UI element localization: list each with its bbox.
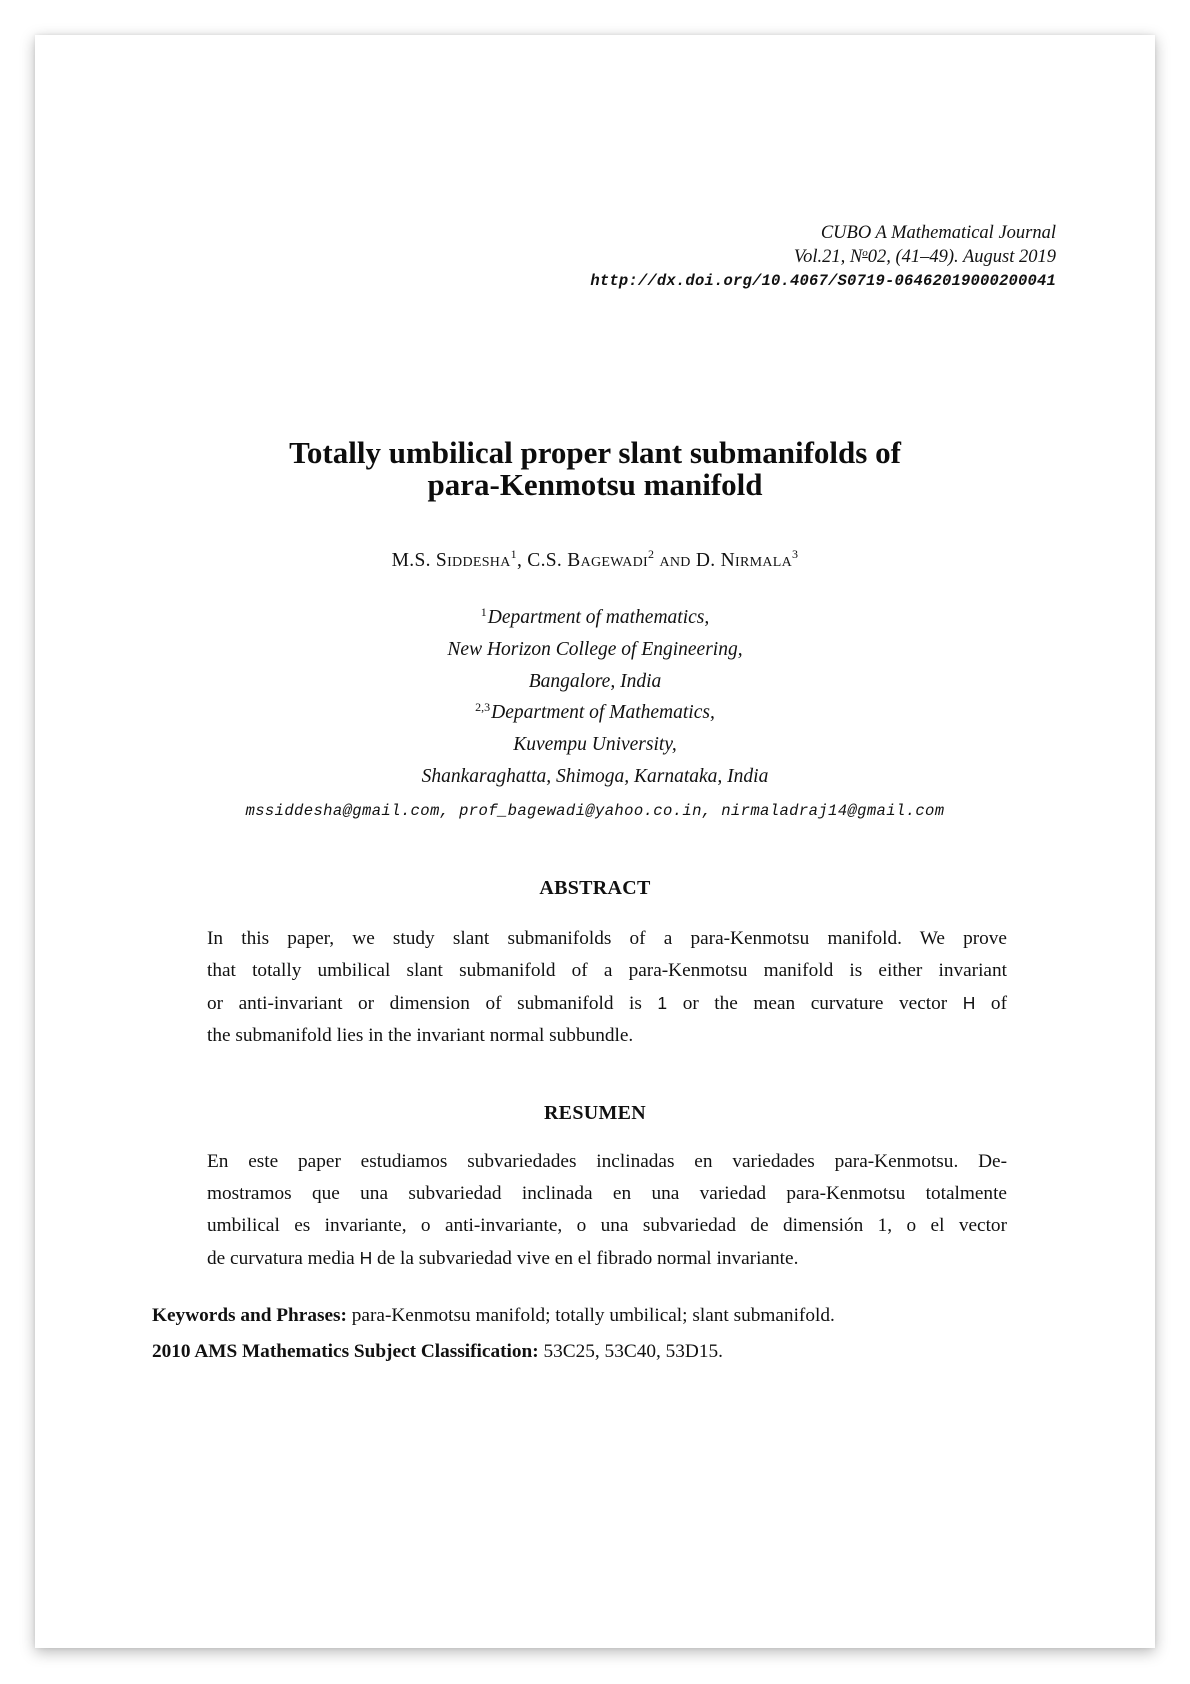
resumen-heading: RESUMEN <box>543 1102 647 1124</box>
subject-classification <box>152 1339 723 1365</box>
author <box>391 547 517 571</box>
classification-value: 53C25, 53C40, 53D15. <box>538 1341 723 1362</box>
author-name: C.S. Bagewadi <box>527 550 648 571</box>
author-affiliation-sup: 2 <box>648 547 655 561</box>
affiliation-2-sup: 2,3 <box>475 700 491 715</box>
doi-link[interactable]: http://dx.doi.org/10.4067/S0719-06462019000200041 <box>590 272 1056 290</box>
affiliation-2-line-3: Shankaraghatta, Shimoga, Karnataka, India <box>421 765 769 787</box>
abstract-body <box>207 923 1007 1052</box>
affiliation-2-department: Department of Mathematics, <box>491 702 715 724</box>
mean-curvature-symbol: H <box>359 1248 373 1268</box>
abstract-heading: ABSTRACT <box>539 877 651 899</box>
volume-prefix: Vol.21, N <box>793 247 863 267</box>
author-emails[interactable]: mssiddesha@gmail.com, prof_bagewadi@yahoo.co.in, nirmaladraj14@gmail.com <box>245 802 945 820</box>
number-sign-sup: o <box>862 247 868 259</box>
author <box>695 547 799 571</box>
author-separator: , <box>516 550 528 571</box>
affiliation-1-line-2: New Horizon College of Engineering, <box>447 638 743 660</box>
resumen-text: de curvatura media <box>207 1248 360 1269</box>
author <box>527 547 655 571</box>
abstract-line <box>207 987 1007 1020</box>
resumen-line: mostramos que una subvariedad inclinada en una variedad para-Kenmotsu totalmente <box>207 1183 1007 1204</box>
keywords-label: Keywords and Phrases: <box>152 1305 347 1326</box>
title-line-2: para-Kenmotsu manifold <box>427 467 763 502</box>
volume-suffix: 02, (41–49). August 2019 <box>867 247 1056 267</box>
abstract-line: In this paper, we study slant submanifolds of a para-Kenmotsu manifold. We prove <box>207 928 1007 949</box>
journal-name: CUBO A Mathematical Journal <box>820 223 1056 243</box>
classification-label: 2010 AMS Mathematics Subject Classification: <box>152 1341 539 1362</box>
abstract-text: of <box>975 993 1007 1014</box>
paper-page <box>35 35 1155 1648</box>
keywords <box>152 1303 835 1329</box>
author-name: D. Nirmala <box>695 550 793 571</box>
author-affiliation-sup: 3 <box>792 547 799 561</box>
affiliations <box>35 602 1155 793</box>
journal-volume <box>590 245 1056 269</box>
resumen-line: umbilical es invariante, o anti-invariante, o una subvariedad de dimensión 1, o el vector <box>207 1215 1007 1236</box>
title-line-1: Totally umbilical proper slant submanifolds of <box>289 435 901 470</box>
affiliation-1-department: Department of mathematics, <box>487 607 710 628</box>
affiliation-2-line-2: Kuvempu University, <box>513 734 677 756</box>
abstract-text: or anti-invariant or dimension of submanifold is <box>207 993 658 1014</box>
dimension-number: 1 <box>657 993 668 1013</box>
affiliation-1-line-3: Bangalore, India <box>528 670 662 692</box>
resumen-line: En este paper estudiamos subvariedades inclinadas en variedades para-Kenmotsu. De- <box>207 1151 1007 1172</box>
author-list <box>35 548 1155 574</box>
affiliation-2-line-1 <box>35 697 1155 729</box>
author-name: M.S. Siddesha <box>391 550 511 571</box>
resumen-text: de la subvariedad vive en el fibrado normal invariante. <box>372 1248 799 1269</box>
abstract-text: or the mean curvature vector <box>667 993 963 1014</box>
resumen-body <box>207 1146 1007 1275</box>
abstract-line: that totally umbilical slant submanifold of a para-Kenmotsu manifold is either invariant <box>207 960 1007 981</box>
journal-header <box>590 221 1056 293</box>
keywords-value: para-Kenmotsu manifold; totally umbilical; slant submanifold. <box>346 1305 835 1326</box>
abstract-line: the submanifold lies in the invariant normal subbundle. <box>207 1025 634 1046</box>
author-affiliation-sup: 1 <box>510 547 517 561</box>
paper-title <box>35 437 1155 501</box>
resumen-line <box>207 1242 1007 1275</box>
affiliation-1-sup: 1 <box>480 605 487 619</box>
author-separator: and <box>654 550 696 571</box>
mean-curvature-symbol: H <box>962 993 976 1013</box>
affiliation-1-line-1 <box>35 602 1155 634</box>
